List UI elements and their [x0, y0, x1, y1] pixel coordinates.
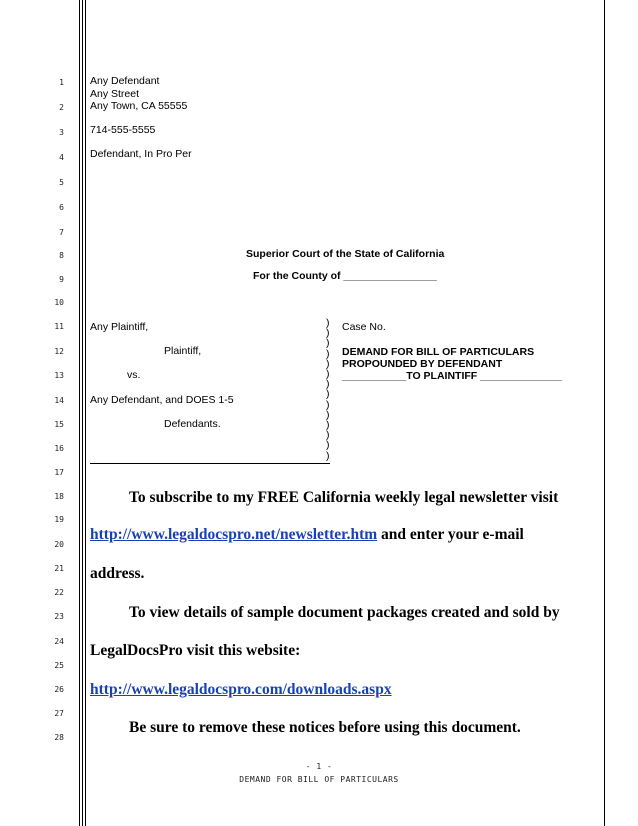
line-number: 13 [54, 371, 64, 380]
line-number: 5 [59, 178, 64, 187]
left-margin-rule-3 [85, 0, 86, 826]
line-number: 27 [54, 709, 64, 718]
notice-line-4: To view details of sample document packages created and sold by [129, 604, 560, 621]
party-city: Any Town, CA 55555 [90, 100, 188, 112]
line-number: 17 [54, 468, 64, 477]
document-subtitle: PROPOUNDED BY DEFENDANT [342, 358, 503, 370]
line-number: 24 [54, 637, 64, 646]
line-number: 25 [54, 661, 64, 670]
line-number: 8 [59, 251, 64, 260]
notice-line-2-rest: and enter your e-mail [377, 526, 524, 543]
line-number: 16 [54, 444, 64, 453]
notice-line-2 [90, 526, 524, 544]
plaintiff-name: Any Plaintiff, [90, 321, 149, 333]
notice-line-1: To subscribe to my FREE California weekly legal newsletter visit [129, 489, 559, 506]
newsletter-link[interactable]: http://www.legaldocspro.net/newsletter.htm [90, 526, 378, 543]
line-number: 2 [59, 103, 64, 112]
defendant-name: Any Defendant, and DOES 1-5 [90, 394, 234, 406]
party-name: Any Defendant [90, 75, 160, 87]
line-number: 15 [54, 420, 64, 429]
right-margin-rule [604, 0, 605, 826]
line-number: 23 [54, 612, 64, 621]
defendant-role: Defendants. [164, 418, 221, 430]
line-number: 26 [54, 685, 64, 694]
downloads-link[interactable]: http://www.legaldocspro.com/downloads.aspx [90, 681, 392, 698]
party-phone: 714-555-5555 [90, 124, 156, 136]
line-number: 12 [54, 347, 64, 356]
line-number: 7 [59, 228, 64, 237]
notice-line-5: LegalDocsPro visit this website: [90, 642, 301, 659]
line-number: 20 [54, 540, 64, 549]
document-title: DEMAND FOR BILL OF PARTICULARS [342, 346, 535, 358]
case-number-label: Case No. [342, 321, 386, 333]
line-number: 9 [59, 275, 64, 284]
left-margin-rule-2 [82, 0, 83, 826]
line-number: 14 [54, 396, 64, 405]
line-number: 28 [54, 733, 64, 742]
notice-line-7: Be sure to remove these notices before using this document. [129, 719, 521, 736]
line-number: 19 [54, 515, 64, 524]
line-number: 10 [54, 298, 64, 307]
party-role: Defendant, In Pro Per [90, 148, 192, 160]
left-margin-rule-1 [79, 0, 80, 826]
page-number: - 1 - [305, 762, 333, 771]
footer-title: DEMAND FOR BILL OF PARTICULARS [239, 775, 399, 784]
caption-underline [90, 463, 330, 464]
party-street: Any Street [90, 88, 140, 100]
notice-line-3: address. [90, 565, 145, 582]
line-number: 22 [54, 588, 64, 597]
line-number: 21 [54, 564, 64, 573]
plaintiff-role: Plaintiff, [164, 345, 202, 357]
court-name: Superior Court of the State of California [246, 248, 445, 260]
line-number: 6 [59, 203, 64, 212]
line-number: 1 [59, 78, 64, 87]
document-target: ___________TO PLAINTIFF ______________ [342, 370, 562, 382]
court-county: For the County of ________________ [253, 270, 437, 282]
versus-label: vs. [127, 369, 141, 381]
line-number: 4 [59, 153, 64, 162]
line-number: 18 [54, 492, 64, 501]
line-number: 11 [54, 322, 64, 331]
line-number: 3 [59, 128, 64, 137]
caption-parentheses: ) ) ) ) ) ) ) ) ) ) ) ) ) ) [326, 317, 330, 462]
notice-line-6 [90, 681, 392, 699]
